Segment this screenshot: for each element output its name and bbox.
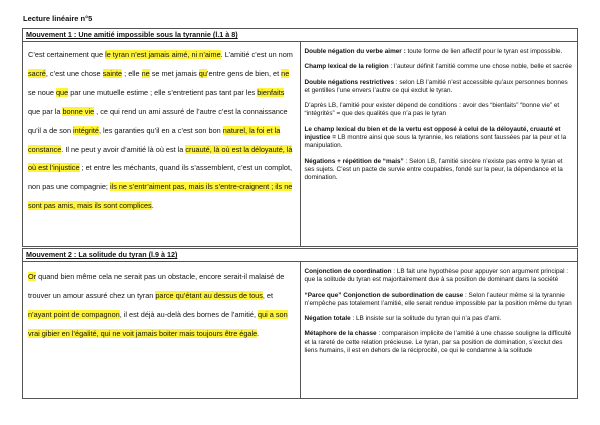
note-text: : Selon LB, l’amitié sincère n’existe pas entre le tyran et ses sujets. C’est un pacte de survie entre coupables, fondé sur la peur, la dépendance et la domination.	[304, 157, 563, 182]
note-text: D’après LB, l’amitié pour exister dépend de conditions : avoir des “bienfaits” “bonne vie” et “intégrités” = que des qualités que n’a pas le tyran	[304, 102, 560, 118]
highlighted-phrase: sainte	[102, 68, 123, 78]
movement-1-notes	[301, 42, 578, 193]
note-text: : LB insiste sur la solitude du tyran qui n’a pas d’ami.	[350, 315, 502, 323]
text-fragment: ; et entre les méchants, quand ils s’assemblent, c’est un complot, non pas une compagnie;	[28, 163, 293, 192]
note-text: : selon LB l’amitié n’est accessible qu’aux personnes bonnes et gentilles l’une envers l’autre ce qui exclut le tyran.	[304, 78, 568, 94]
highlighted-phrase: le tyran n’est jamais aimé, ni n’aime	[105, 50, 221, 59]
movement-1-heading: Mouvement 1 : Une amitié impossible sous la tyrannie (l.1 à 8)	[23, 29, 578, 42]
highlighted-phrase: n’ayant point de compagnon	[28, 309, 120, 319]
text-fragment: quand bien même cela ne serait pas un obstacle, encore serait-il malaisé de trouver un amour assuré chez un tyran	[28, 272, 285, 300]
note-term: Le champ lexical du bien et de la vertu est opposé à celui de la déloyauté, cruauté et injustice =	[304, 125, 561, 142]
movement-2-heading: Mouvement 2 : La solitude du tyran (l.9 à 12)	[23, 249, 578, 262]
highlighted-phrase: cruauté, là où est la déloyauté, là où est l’injustice	[28, 144, 293, 173]
text-fragment: , il est déjà au-delà des bornes de l’amitié,	[119, 309, 259, 319]
text-fragment: se met jamais	[149, 68, 199, 78]
analysis-note	[305, 102, 573, 119]
highlighted-phrase: intégrité	[73, 125, 99, 135]
analysis-note	[305, 126, 573, 151]
highlighted-phrase: parce qu’étant au dessus de tous	[155, 290, 263, 300]
note-term: Champ lexical de la religion	[304, 63, 389, 71]
highlighted-phrase: bienfaits	[257, 87, 285, 97]
text-fragment: ’entre gens de bien, et	[206, 68, 282, 78]
note-text: : comparaison implicite de l’amitié à une chasse souligne la difficulté et la rareté de cette relation précieuse. Le tyran, par sa position de domination, s’exclut des liens humains, il est en dehors de la réciprocité, ce qui le condamne à la solitude	[304, 330, 572, 355]
text-fragment: C’est certainement que	[28, 50, 106, 59]
analysis-note	[305, 158, 573, 183]
highlighted-phrase: que	[56, 87, 69, 97]
highlighted-phrase: qu	[198, 68, 207, 78]
text-fragment: . L’amitié c’est un nom	[220, 50, 293, 59]
note-term: Double négation du verbe aimer :	[304, 48, 406, 55]
highlighted-phrase: qui a son vrai gibier en l’égalité, qui ne voit jamais boiter mais toujours être égale	[28, 309, 288, 338]
analysis-note	[305, 268, 573, 285]
analysis-note	[305, 63, 573, 71]
movement-2-notes	[301, 262, 578, 365]
text-fragment: . Il ne peut y avoir d’amitié là où est la	[61, 144, 186, 154]
text-fragment: , c’est une chose	[45, 68, 103, 78]
movement-1-table	[22, 28, 578, 247]
highlighted-phrase: ils ne s’entr’aiment pas, mais ils s’entre-craignent ; ils ne sont pas amis, mais ils sont complices	[28, 182, 293, 211]
highlighted-phrase: naturel, la foi et la constance	[28, 125, 281, 154]
highlighted-phrase: bonne vie	[62, 106, 95, 116]
text-fragment: , les garanties qu’il en a c’est son bon	[99, 125, 223, 135]
note-text: LB montre ainsi que sous la tyrannie, les relations sont faussées par la peur et la manipulation.	[304, 134, 567, 150]
note-term: Conjonction de coordination	[304, 268, 392, 275]
text-fragment: ; elle	[122, 68, 142, 78]
highlighted-phrase: sacré	[28, 68, 46, 78]
movement-2-table	[22, 248, 578, 399]
note-term: “Parce que” Conjonction de subordination de cause	[304, 291, 464, 299]
page-title: Lecture linéaire n°5	[23, 14, 93, 23]
analysis-note	[305, 315, 573, 323]
text-fragment: .	[257, 328, 260, 338]
analysis-note	[305, 48, 573, 56]
text-fragment: que par la	[28, 106, 63, 116]
analysis-note	[305, 79, 573, 96]
note-text: toute forme de lien affectif pour le tyran est impossible.	[405, 48, 563, 55]
movement-2-text	[23, 262, 300, 347]
analysis-note	[305, 330, 573, 355]
text-fragment: par une mutuelle estime ; elle s’entretient pas tant par les	[68, 87, 258, 97]
text-fragment: , ce qui rend un ami assuré de l’autre c’est la connaissance qu’il a de son	[28, 106, 288, 135]
analysis-note	[305, 292, 573, 309]
note-term: Double négations restrictives	[304, 78, 394, 86]
note-text: : l’auteur définit l’amitié comme une chose noble, belle et sacrée	[388, 63, 572, 71]
text-fragment: , et	[262, 290, 274, 300]
note-text: : LB fait une hypothèse pour appuyer son argument principal : que la solitude du tyran est majoritairement due à sa position de dominant dans la société	[304, 268, 569, 284]
note-term: Négations + répétition de “mais”	[304, 157, 404, 165]
note-text: : Selon l’auteur même si la tyrannie n’empêche pas totalement l’amitié, elle serait rendue impossible par la position même du tyran	[304, 291, 572, 307]
text-fragment: .	[151, 201, 154, 211]
highlighted-phrase: Or	[28, 272, 37, 281]
movement-1-text	[23, 42, 300, 219]
text-fragment: se noue	[28, 87, 56, 97]
note-term: Métaphore de la chasse	[304, 330, 377, 338]
highlighted-phrase: ne	[141, 68, 150, 78]
highlighted-phrase: ne	[281, 68, 290, 78]
note-term: Négation totale	[304, 315, 351, 323]
